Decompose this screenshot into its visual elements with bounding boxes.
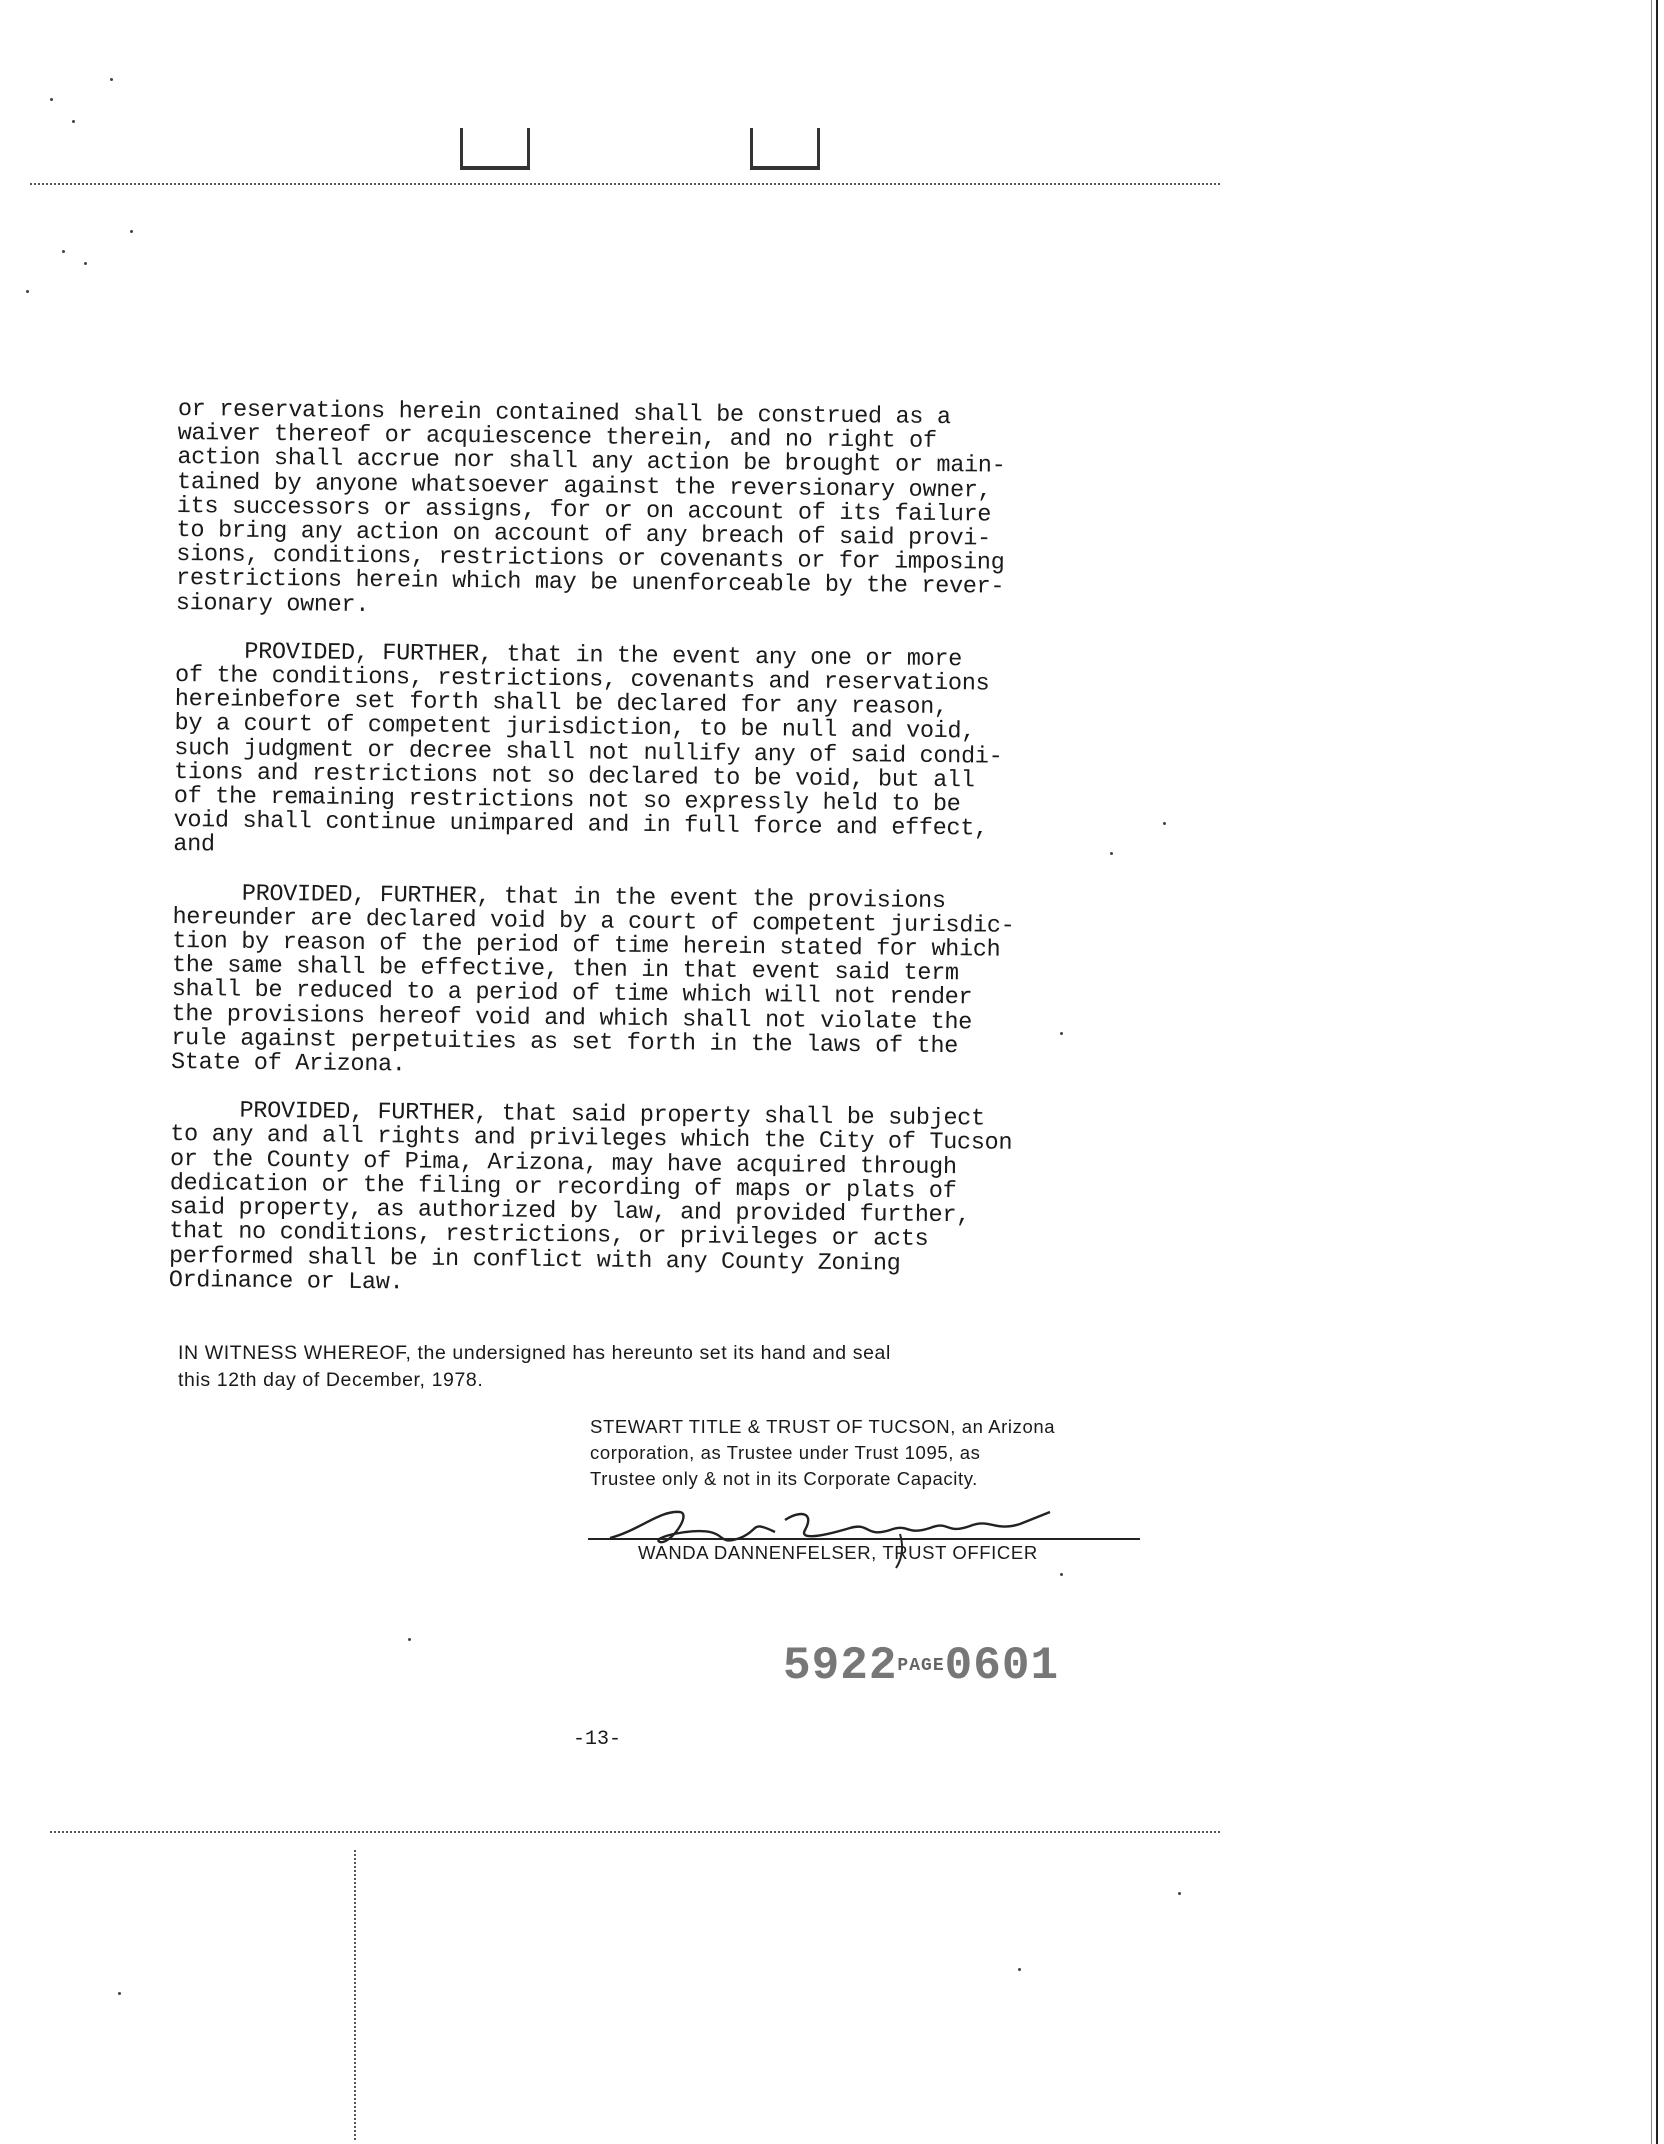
page-number: -13- (573, 1728, 622, 1751)
bottom-perforation-line (50, 1831, 1220, 1833)
witness-clause: IN WITNESS WHEREOF, the undersigned has hereunto set its hand and seal this 12th day of December, 1978. (178, 1342, 891, 1391)
scan-speck (408, 1638, 411, 1641)
scan-speck (1060, 1573, 1063, 1576)
scan-speck (62, 250, 65, 253)
top-perforation-line (30, 183, 1220, 185)
signature-line (588, 1538, 1140, 1540)
scan-speck (1178, 1892, 1181, 1895)
paragraph-waiver: or reservations herein contained shall be construed as a waiver thereof or acquiescence therein, and no right of action shall accrue nor shall any action be brought or main- tained by anyone whatsoever against the reversionary owner, its successors or assigns, for or on account of its failure to bring any action on account of any breach of said provi- sions, conditions, restrictions or covenants or for imposing restrictions herein which may be unenforceable by the rever- sionary owner. (175, 396, 1006, 619)
page-label: PAGE (897, 1655, 945, 1676)
scan-edge-line (1656, 0, 1658, 2144)
scan-speck (1018, 1968, 1021, 1971)
paragraph-perpetuities: PROVIDED, FURTHER, that in the event the provisions hereunder are declared void by a court of competent jurisdic- tion by reason of the period of time herein stated for which the same shall be effective, then in that event said term shall be reduced to a period of time which will not render the provisions hereof void and which shall not violate the rule against perpetuities as set forth in the laws of the State of Arizona. (170, 879, 1015, 1079)
book-number: 5922 (783, 1640, 898, 1692)
scan-speck (110, 78, 113, 81)
page-number-stamp: 0601 (944, 1640, 1060, 1692)
trustee-block: STEWART TITLE & TRUST OF TUCSON, an Arizona corporation, as Trustee under Trust 1095, as Trustee only & not in its Corporate Capacity. (590, 1416, 1056, 1489)
scan-speck (26, 290, 29, 293)
deed-body-text (169, 398, 1098, 1302)
scan-speck (118, 1992, 121, 1995)
paragraph-rights-privileges: PROVIDED, FURTHER, that said property shall be subject to any and all rights and privileges which the City of Tucson or the County of Pima, Arizona, may have acquired through dedication or the filing or recording of maps or plats of said property, as authorized by law, and provided further, that no conditions, restrictions, or privileges or acts performed shall be in conflict with any County Zoning Ordinance or Law. (168, 1097, 1013, 1297)
scan-speck (50, 98, 53, 101)
scan-speck (130, 230, 133, 233)
paragraph-severability: PROVIDED, FURTHER, that in the event any one or more of the conditions, restrictions, covenants and reservations hereinbefore set forth shall be declared for any reason, by a court of competent jurisdiction, to be null and void, such judgment or decree shall not nullify any of said condi- tions and restrictions not so declared to be void, but all of the remaining restrictions not so expressly held to be void shall continue unimpared and in full force and effect, and (173, 637, 1003, 859)
bottom-vertical-dots (354, 1850, 356, 2140)
scan-speck (72, 120, 75, 123)
scan-speck (1163, 822, 1166, 825)
scan-speck (1110, 852, 1113, 855)
binding-mark-left (460, 128, 530, 170)
recording-book-page-stamp (783, 1640, 1059, 1692)
signer-name: WANDA DANNENFELSER, TRUST OFFICER (638, 1542, 1038, 1563)
scan-edge-line-inner (1651, 0, 1652, 2144)
scan-speck (84, 262, 87, 265)
binding-mark-right (750, 128, 820, 170)
